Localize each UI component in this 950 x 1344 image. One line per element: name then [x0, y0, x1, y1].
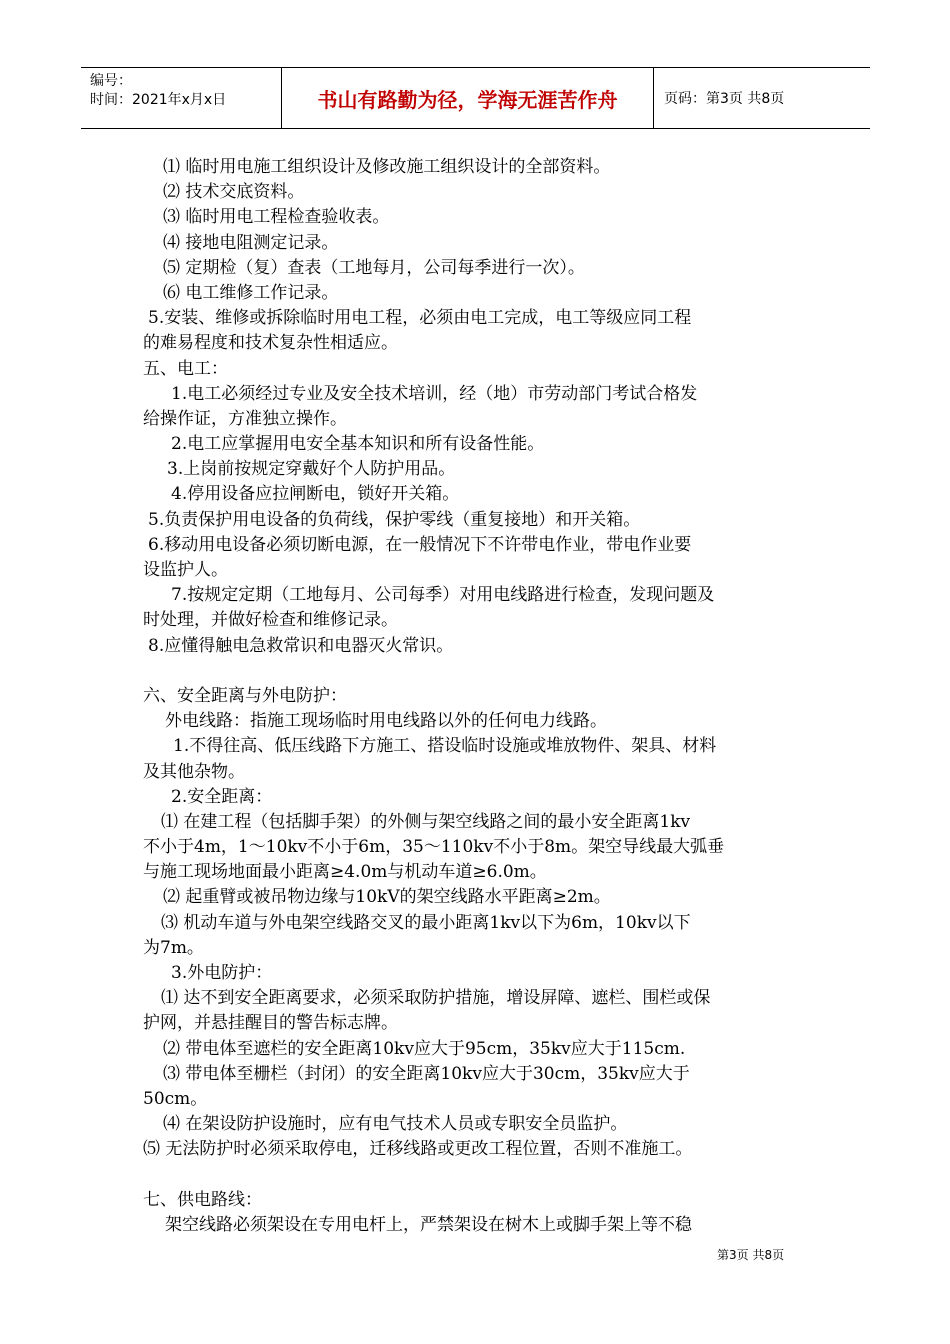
text-line: 3.上岗前按规定穿戴好个人防护用品。	[167, 459, 456, 480]
text-line: 及其他杂物。	[143, 761, 245, 782]
text-line: 架空线路必须架设在专用电杆上，严禁架设在树木上或脚手架上等不稳	[165, 1214, 692, 1235]
text-line: 设监护人。	[143, 560, 228, 580]
text-line: 3.外电防护：	[171, 963, 273, 983]
text-line: 七、供电路线：	[143, 1189, 262, 1210]
text-line: ⑷ 在架设防护设施时，应有电气技术人员或专职安全员监护。	[163, 1114, 628, 1135]
text-line: 不小于4m，1～10kv不小于6m，35～110kv不小于8m。架空导线最大弧垂	[143, 837, 725, 858]
header-page-number: 页码：第3页 共8页	[664, 91, 785, 107]
text-line: 外电线路：指施工现场临时用电线路以外的任何电力线路。	[165, 711, 607, 732]
text-line: ⑵ 技术交底资料。	[163, 182, 305, 203]
text-line: 5.负责保护用电设备的负荷线，保护零线（重复接地）和开关箱。	[148, 509, 641, 530]
page-footer: 第3页 共8页	[717, 1248, 785, 1262]
text-line: ⑶ 带电体至栅栏（封闭）的安全距离10kv应大于30cm，35kv应大于	[163, 1063, 690, 1084]
text-line: 给操作证，方准独立操作。	[143, 408, 347, 429]
text-line: 50cm。	[143, 1088, 208, 1109]
text-line: 护网，并悬挂醒目的警告标志牌。	[143, 1013, 398, 1034]
text-line: ⑵ 带电体至遮栏的安全距离10kv应大于95cm，35kv应大于115cm.	[163, 1038, 686, 1059]
document-number-label: 编号：	[90, 73, 132, 89]
text-line: ⑸ 无法防护时必须采取停电，迁移线路或更改工程位置，否则不准施工。	[143, 1139, 693, 1160]
text-line: 7.按规定定期（工地每月、公司每季）对用电线路进行检查，发现问题及	[171, 585, 715, 606]
text-line: ⑶ 机动车道与外电架空线路交叉的最小距离1kv以下为6m，10kv以下	[161, 912, 691, 933]
page-header	[81, 67, 870, 129]
text-line: 时处理，并做好检查和维修记录。	[143, 610, 398, 631]
text-line: 1.电工必须经过专业及安全技术培训，经（地）市劳动部门考试合格发	[171, 383, 698, 404]
blank-line	[143, 659, 813, 684]
text-line: 8.应懂得触电急救常识和电器灭火常识。	[148, 635, 454, 656]
text-line: ⑸ 定期检（复）查表（工地每月，公司每季进行一次）。	[163, 257, 585, 278]
document-date-label: 时间：2021年x月x日	[90, 92, 227, 108]
text-line: 与施工现场地面最小距离≥4.0m与机动车道≥6.0m。	[143, 862, 547, 883]
text-line: 4.停用设备应拉闸断电，锁好开关箱。	[171, 484, 460, 505]
text-line: 的难易程度和技术复杂性相适应。	[143, 333, 398, 354]
text-line: 6.移动用电设备必须切断电源，在一般情况下不许带电作业，带电作业要	[148, 534, 692, 555]
blank-line	[143, 1163, 813, 1188]
text-line: ⑴ 达不到安全距离要求，必须采取防护措施，增设屏障、遮栏、围栏或保	[161, 988, 711, 1009]
text-line: ⑴ 临时用电施工组织设计及修改施工组织设计的全部资料。	[163, 157, 611, 177]
text-line: 1.不得往高、低压线路下方施工、搭设临时设施或堆放物件、架具、材料	[173, 736, 717, 757]
text-line: 2.电工应掌握用电安全基本知识和所有设备性能。	[171, 434, 545, 455]
header-meta	[81, 68, 282, 128]
text-line: ⑹ 电工维修工作记录。	[163, 282, 339, 303]
header-motto: 书山有路勤为径，学海无涯苦作舟	[282, 68, 654, 128]
text-line: 为7m。	[143, 937, 204, 958]
text-line: ⑵ 起重臂或被吊物边缘与10kV的架空线路水平距离≥2m。	[163, 887, 611, 908]
text-line: ⑶ 临时用电工程检查验收表。	[163, 207, 390, 228]
document-body	[143, 155, 813, 1238]
text-line: 2.安全距离：	[171, 786, 273, 807]
text-line: ⑴ 在建工程（包括脚手架）的外侧与架空线路之间的最小安全距离1kv	[161, 811, 691, 832]
text-line: ⑷ 接地电阻测定记录。	[163, 232, 339, 253]
text-line: 5.安装、维修或拆除临时用电工程，必须由电工完成，电工等级应同工程	[148, 308, 692, 329]
text-line: 六、安全距离与外电防护：	[143, 685, 347, 706]
text-line: 五、电工：	[143, 358, 228, 379]
